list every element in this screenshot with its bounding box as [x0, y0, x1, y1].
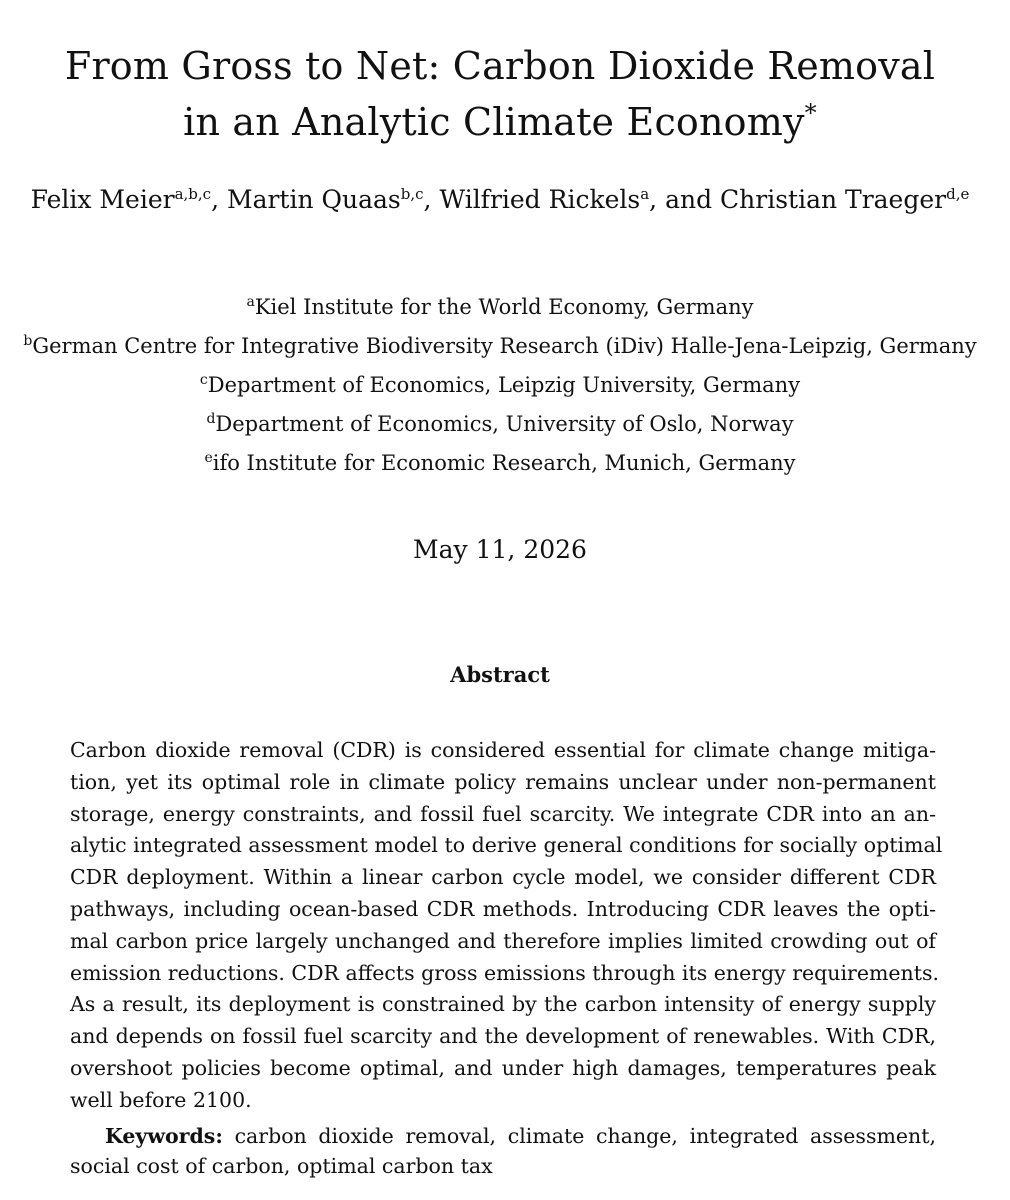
affiliation-mark: c [199, 372, 208, 388]
affiliation-text: ifo Institute for Economic Research, Munich, Germany [212, 451, 796, 475]
author-name: Felix Meier [30, 185, 175, 214]
affiliation-mark: e [204, 450, 213, 466]
title-line-2-text: in an Analytic Climate Economy [183, 100, 805, 144]
abstract-line: storage, energy constraints, and fossil fuel scarcity. We integrate CDR into an an- [70, 801, 936, 826]
affiliation-text: Department of Economics, Leipzig University, Germany [207, 373, 801, 397]
title-footnote-mark[interactable]: * [804, 99, 817, 127]
title-line-2 [0, 94, 1000, 150]
keywords-line-1 [70, 1121, 936, 1151]
keywords-line-2: social cost of carbon, optimal carbon tax [70, 1154, 493, 1178]
paper-title [0, 38, 1000, 150]
author-separator: , [423, 185, 440, 214]
author-list [20, 181, 980, 219]
keywords [70, 1121, 936, 1181]
author-affiliation-marks: d,e [946, 185, 970, 203]
author-separator: , and [649, 185, 721, 214]
affiliation-e [0, 448, 1000, 478]
abstract-line: and depends on fossil fuel scarcity and the development of renewables. With CDR, [70, 1024, 936, 1049]
affiliation-text: Department of Economics, University of Oslo, Norway [215, 412, 794, 436]
abstract-line: emission reductions. CDR affects gross emissions through its energy requirements. [70, 960, 940, 985]
author-name: Wilfried Rickels [439, 185, 641, 214]
abstract-line: mal carbon price largely unchanged and therefore implies limited crowding out of [70, 928, 936, 953]
author-affiliation-marks: a,b,c [174, 185, 212, 203]
keywords-text-1: carbon dioxide removal, climate change, integrated assessment, [234, 1124, 936, 1148]
affiliation-text: Kiel Institute for the World Economy, Germany [254, 295, 754, 319]
author-separator: , [211, 185, 227, 214]
affiliation-mark: b [23, 333, 33, 349]
author-martin-quaas [227, 185, 439, 214]
author-felix-meier [31, 185, 227, 214]
affiliation-a [0, 292, 1000, 322]
author-name: Christian Traeger [720, 185, 947, 214]
affiliation-text: German Centre for Integrative Biodiversity Research (iDiv) Halle-Jena-Leipzig, Germany [32, 334, 977, 358]
abstract-line: alytic integrated assessment model to derive general conditions for socially optimal [70, 833, 943, 858]
author-affiliation-marks: b,c [400, 185, 424, 203]
abstract-body [70, 735, 943, 1117]
abstract-heading: Abstract [450, 662, 550, 687]
abstract-line: CDR deployment. Within a linear carbon cycle model, we consider different CDR [70, 865, 936, 890]
abstract-line: Carbon dioxide removal (CDR) is considered essential for climate change mitiga- [70, 738, 936, 762]
affiliation-mark: a [246, 294, 255, 310]
affiliation-c [0, 370, 1000, 400]
paper-date: May 11, 2026 [413, 535, 587, 564]
abstract-line: well before 2100. [70, 1087, 252, 1112]
keywords-label: Keywords: [105, 1124, 223, 1148]
title-line-1: From Gross to Net: Carbon Dioxide Removal [64, 44, 936, 88]
abstract-line: tion, yet its optimal role in climate policy remains unclear under non-permanent [70, 769, 936, 794]
abstract-line: As a result, its deployment is constrained by the carbon intensity of energy supply [70, 992, 936, 1017]
affiliation-mark: d [206, 411, 216, 427]
author-affiliation-marks: a [640, 185, 650, 203]
affiliation-d [0, 409, 1000, 439]
abstract-line: pathways, including ocean-based CDR methods. Introducing CDR leaves the opti- [70, 896, 936, 921]
affiliation-b [0, 331, 1000, 361]
author-wilfried-rickels [439, 185, 720, 214]
author-christian-traeger [720, 185, 969, 214]
author-name: Martin Quaas [226, 185, 401, 214]
abstract-line: overshoot policies become optimal, and under high damages, temperatures peak [70, 1055, 936, 1080]
